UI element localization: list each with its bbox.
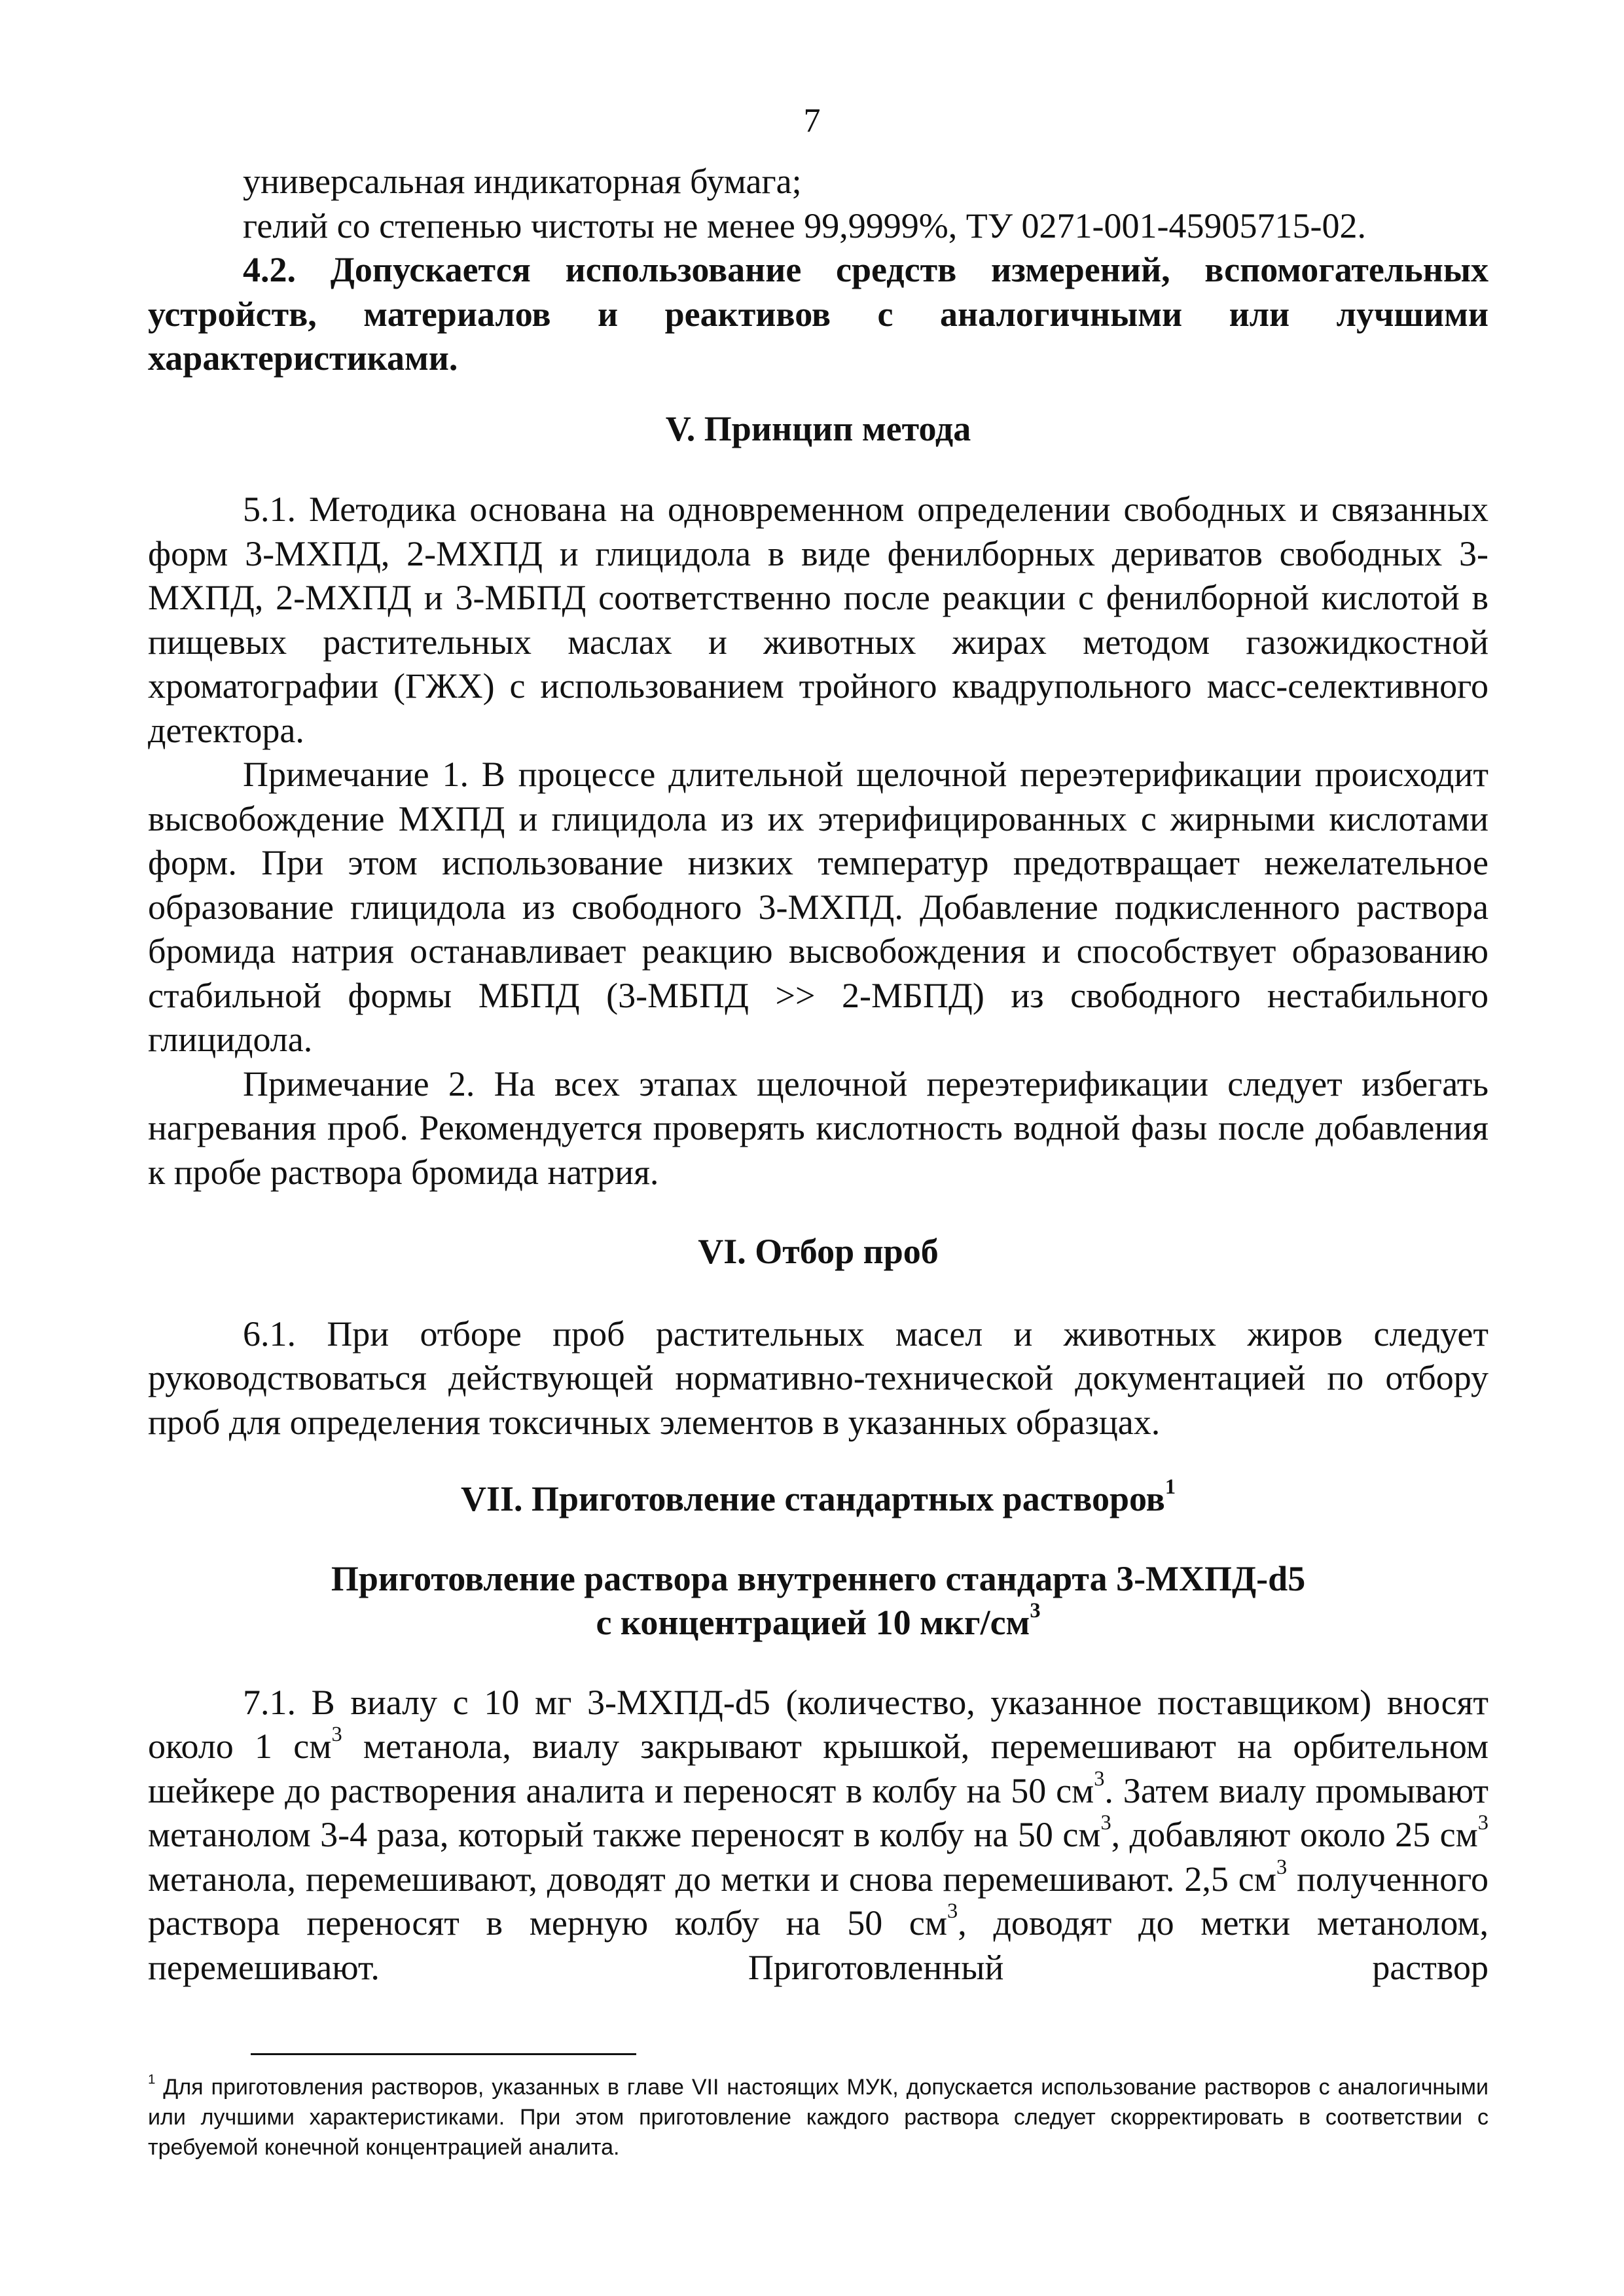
section-7-heading-text: VII. Приготовление стандартных растворов: [460, 1479, 1165, 1518]
footnote-marker: 1: [148, 2072, 156, 2087]
note-2: Примечание 2. На всех этапах щелочной переэтерификации следует избегать нагревания проб. Рекомендуется проверять кислотность водной фазы после добавления к пробе раствора бромида натрия.: [148, 1064, 1489, 1192]
unit-superscript: 3: [1477, 1811, 1489, 1835]
section-5-heading: V. Принцип метода: [665, 408, 971, 448]
page-number: 7: [803, 102, 821, 139]
paragraph-7-1-part: 7.1. В виалу с 10 мг 3-МХПД-d5 (количество, указанное поставщиком) вносят около 1 см: [148, 1682, 1489, 1766]
unit-superscript: 3: [331, 1723, 342, 1747]
paragraph-7-1-part: , добавляют около 25 см: [1111, 1815, 1478, 1854]
paragraph-7-1-part: метанола, виалу закрывают крышкой, перемешивают на орбительном шейкере до растворения аналита и переносят в колбу на 50 см: [148, 1727, 1489, 1810]
section-7-heading: [148, 1477, 1489, 1522]
list-item-helium: гелий со степенью чистоты не менее 99,9999%, ТУ 0271-001-45905715-02.: [243, 206, 1366, 245]
paragraph-7-1-part: , доводят до метки метанолом, перемешивают. Приготовленный раствор: [148, 1903, 1489, 1987]
subheading: [148, 1557, 1489, 1645]
unit-superscript: 3: [947, 1899, 958, 1924]
subheading-line-2: с концентрацией 10 мкг/см: [596, 1603, 1030, 1642]
unit-superscript: 3: [1276, 1855, 1288, 1879]
list-item-indicator-paper: универсальная индикаторная бумага;: [243, 162, 802, 201]
footnote-text: [148, 2072, 1489, 2162]
footnote: [148, 2072, 1489, 2162]
paragraph-7-1-part: полученного раствора переносят в мерную колбу на 50 см: [148, 1859, 1489, 1943]
main-text: [148, 160, 1489, 1990]
paragraph-6-1: 6.1. При отборе проб растительных масел и животных жиров следует руководствоваться действующей нормативно-технической документацией по отбору проб для определения токсичных элементов в указанных образцах.: [148, 1314, 1489, 1442]
subheading-line-1: Приготовление раствора внутреннего стандарта 3-МХПД-d5: [331, 1558, 1306, 1598]
unit-superscript: 3: [1030, 1599, 1041, 1623]
footnote-body: Для приготовления растворов, указанных в главе VII настоящих МУК, допускается использование растворов с аналогичными или лучшими характеристиками. При этом приготовление каждого раствора следует скорректировать в соответствии с требуемой конечной концентрацией аналита.: [148, 2075, 1489, 2160]
paragraph-5-1: 5.1. Методика основана на одновременном определении свободных и связанных форм 3-МХПД, 2-МХПД и глицидола в виде фенилборных дериватов свободных 3-МХПД, 2-МХПД и 3-МБПД соответственно после реакции с фенилборной кислотой в пищевых растительных маслах и животных жирах методом газожидкостной хроматографии (ГЖХ) с использованием тройного квадрупольного масс-селективного детектора.: [148, 490, 1489, 750]
note-1: Примечание 1. В процессе длительной щелочной переэтерификации происходит высвобождение МХПД и глицидола из их этерифицированных с жирными кислотами форм. При этом использование низких температур предотвращает нежелательное образование глицидола из свободного 3-МХПД. Добавление подкисленного раствора бромида натрия останавливает реакцию высвобождения и способствует образованию стабильной формы МБПД (3-МБПД >> 2-МБПД) из свободного нестабильного глицидола.: [148, 755, 1489, 1059]
paragraph-7-1: [148, 1681, 1489, 1990]
unit-superscript: 3: [1094, 1767, 1105, 1791]
paragraph-7-1-part: метанола, перемешивают, доводят до метки и снова перемешивают. 2,5 см: [148, 1859, 1276, 1899]
section-6-heading: VI. Отбор проб: [698, 1232, 939, 1271]
unit-superscript: 3: [1100, 1811, 1111, 1835]
paragraph-7-1-part: . Затем виалу промывают метанолом 3-4 раза, который также переносят в колбу на 50 см: [148, 1770, 1489, 1854]
paragraph-4-2: 4.2. Допускается использование средств измерений, вспомогательных устройств, материалов и реактивов с аналогичными или лучшими характеристиками.: [148, 250, 1489, 378]
footnote-divider: [251, 2053, 636, 2055]
footnote-ref: 1: [1164, 1475, 1176, 1499]
